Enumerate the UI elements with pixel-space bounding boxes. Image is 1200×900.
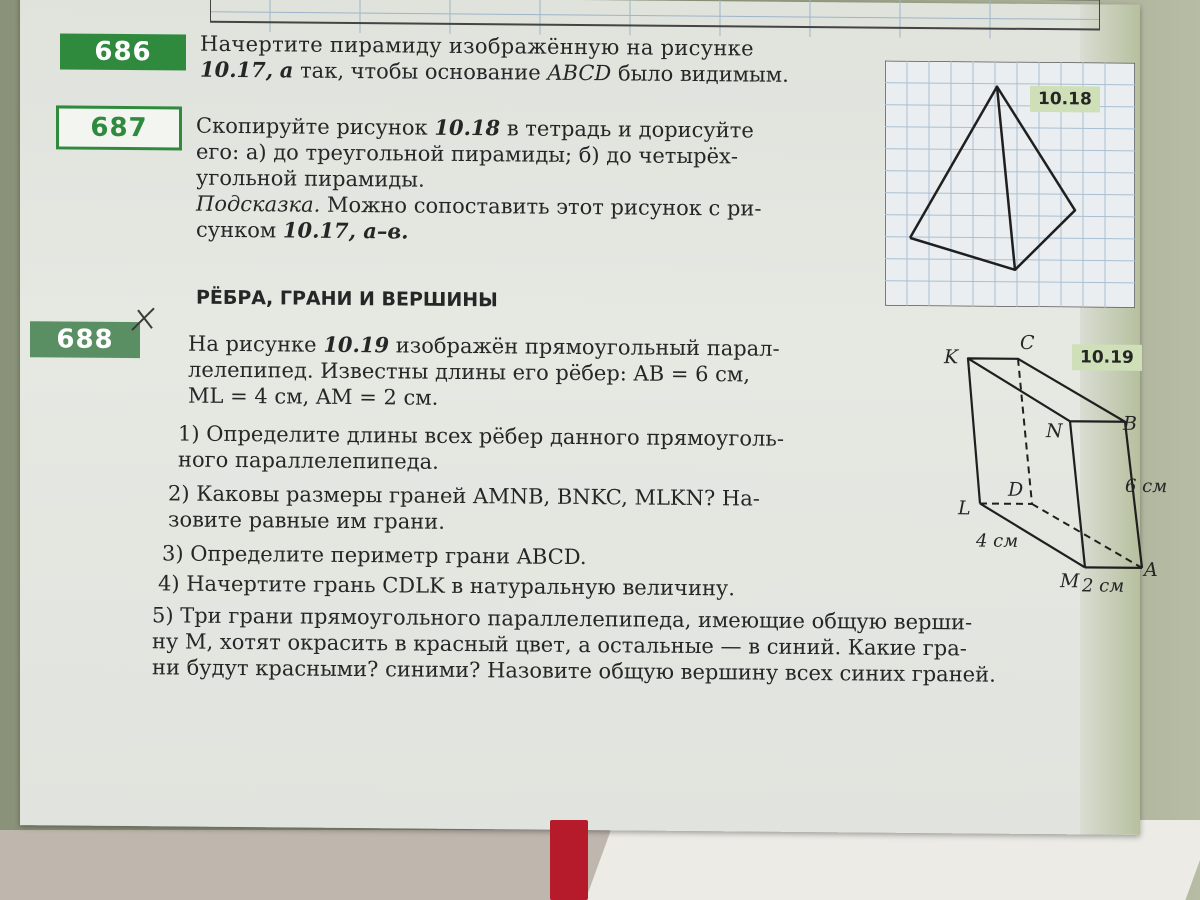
- figure-ref: 10.17, а–в.: [282, 217, 409, 244]
- hint-label: Подсказка.: [196, 191, 321, 217]
- question-5-line1: 5) Три грани прямоугольного параллелепипеда, имеющие общую верши-: [152, 603, 973, 635]
- section-heading: РЁБРА, ГРАНИ И ВЕРШИНЫ: [196, 286, 498, 312]
- question-1-line2: ного параллелепипеда.: [178, 447, 439, 474]
- problem-686-line2: [200, 57, 860, 89]
- text-span: Скопируйте рисунок: [196, 113, 428, 140]
- question-5-line2: ну M, хотят окрасить в красный цвет, а остальные — в синий. Какие гра-: [152, 629, 967, 661]
- face-name: ABCD: [547, 60, 612, 86]
- text-span: изображён прямоугольный парал-: [395, 333, 780, 361]
- question-3: 3) Определите периметр грани ABCD.: [162, 541, 587, 570]
- question-1: [178, 420, 898, 478]
- figure-ref: 10.17,: [200, 56, 274, 83]
- problem-number-686: 686: [60, 33, 186, 70]
- problem-687-line2: его: а) до треугольной пирамиды; б) до четырёх-: [196, 139, 738, 169]
- question-4: 4) Начертите грань CDLK в натуральную величину.: [158, 571, 735, 601]
- bookmark-ribbon: [550, 820, 588, 900]
- vertex-label-B: B: [1123, 412, 1137, 435]
- text-span: На рисунке: [188, 331, 317, 357]
- vertex-label-A: A: [1144, 558, 1158, 582]
- problem-688-line2: лелепипед. Известны длины его рёбер: AB = 6 см,: [188, 357, 750, 387]
- question-1-line1: 1) Определите длины всех рёбер данного прямоуголь-: [178, 421, 784, 451]
- desk-surface: [0, 830, 620, 900]
- problem-688-intro: [188, 331, 888, 415]
- question-2-line1: 2) Каковы размеры граней AMNB, BNKC, MLKN? На-: [168, 481, 760, 511]
- text-span: Можно сопоставить этот рисунок с ри-: [326, 192, 762, 221]
- problem-688-line3: ML = 4 см, AM = 2 см.: [188, 383, 439, 410]
- problem-686-text: [200, 31, 860, 89]
- vertex-label-N: N: [1046, 420, 1063, 443]
- dimension-am: 2 см: [1082, 575, 1125, 597]
- textbook-page: [20, 0, 1168, 835]
- text-span: в тетрадь и дорисуйте: [506, 116, 754, 143]
- figure-10-19: [920, 328, 1170, 600]
- figure-ref: 10.19: [323, 331, 390, 358]
- vertex-label-D: D: [1008, 478, 1024, 501]
- vertex-label-C: C: [1020, 331, 1035, 354]
- problem-687-line5: [196, 217, 866, 249]
- problem-687-text: [196, 113, 866, 249]
- figure-letter: а: [279, 57, 294, 83]
- problem-686-line1: Начертите пирамиду изображённую на рисунке: [200, 31, 754, 61]
- figure-label-10-18: 10.18: [1030, 86, 1100, 113]
- question-2-line2: зовите равные им грани.: [168, 507, 445, 534]
- problem-number-687: 687: [56, 105, 182, 150]
- dimension-ab: 6 см: [1125, 475, 1168, 498]
- question-2: [168, 480, 908, 538]
- figure-label-10-19: 10.19: [1072, 344, 1142, 371]
- problem-687-line3: угольной пирамиды.: [196, 165, 425, 192]
- vertex-label-L: L: [958, 497, 971, 520]
- question-5: [152, 602, 1200, 689]
- question-5-line3: ни будут красными? синими? Назовите общую вершину всех синих граней.: [152, 655, 996, 687]
- vertex-label-M: M: [1060, 570, 1080, 593]
- text-span: сунком: [196, 217, 277, 243]
- problem-number-688: 688: [30, 321, 140, 358]
- pencil-mark: [128, 304, 162, 334]
- dimension-ml: 4 см: [976, 530, 1019, 552]
- text-span: было видимым.: [617, 61, 789, 87]
- figure-ref: 10.18: [434, 114, 501, 141]
- text-span: так, чтобы основание: [300, 58, 541, 85]
- vertex-label-K: K: [944, 346, 959, 369]
